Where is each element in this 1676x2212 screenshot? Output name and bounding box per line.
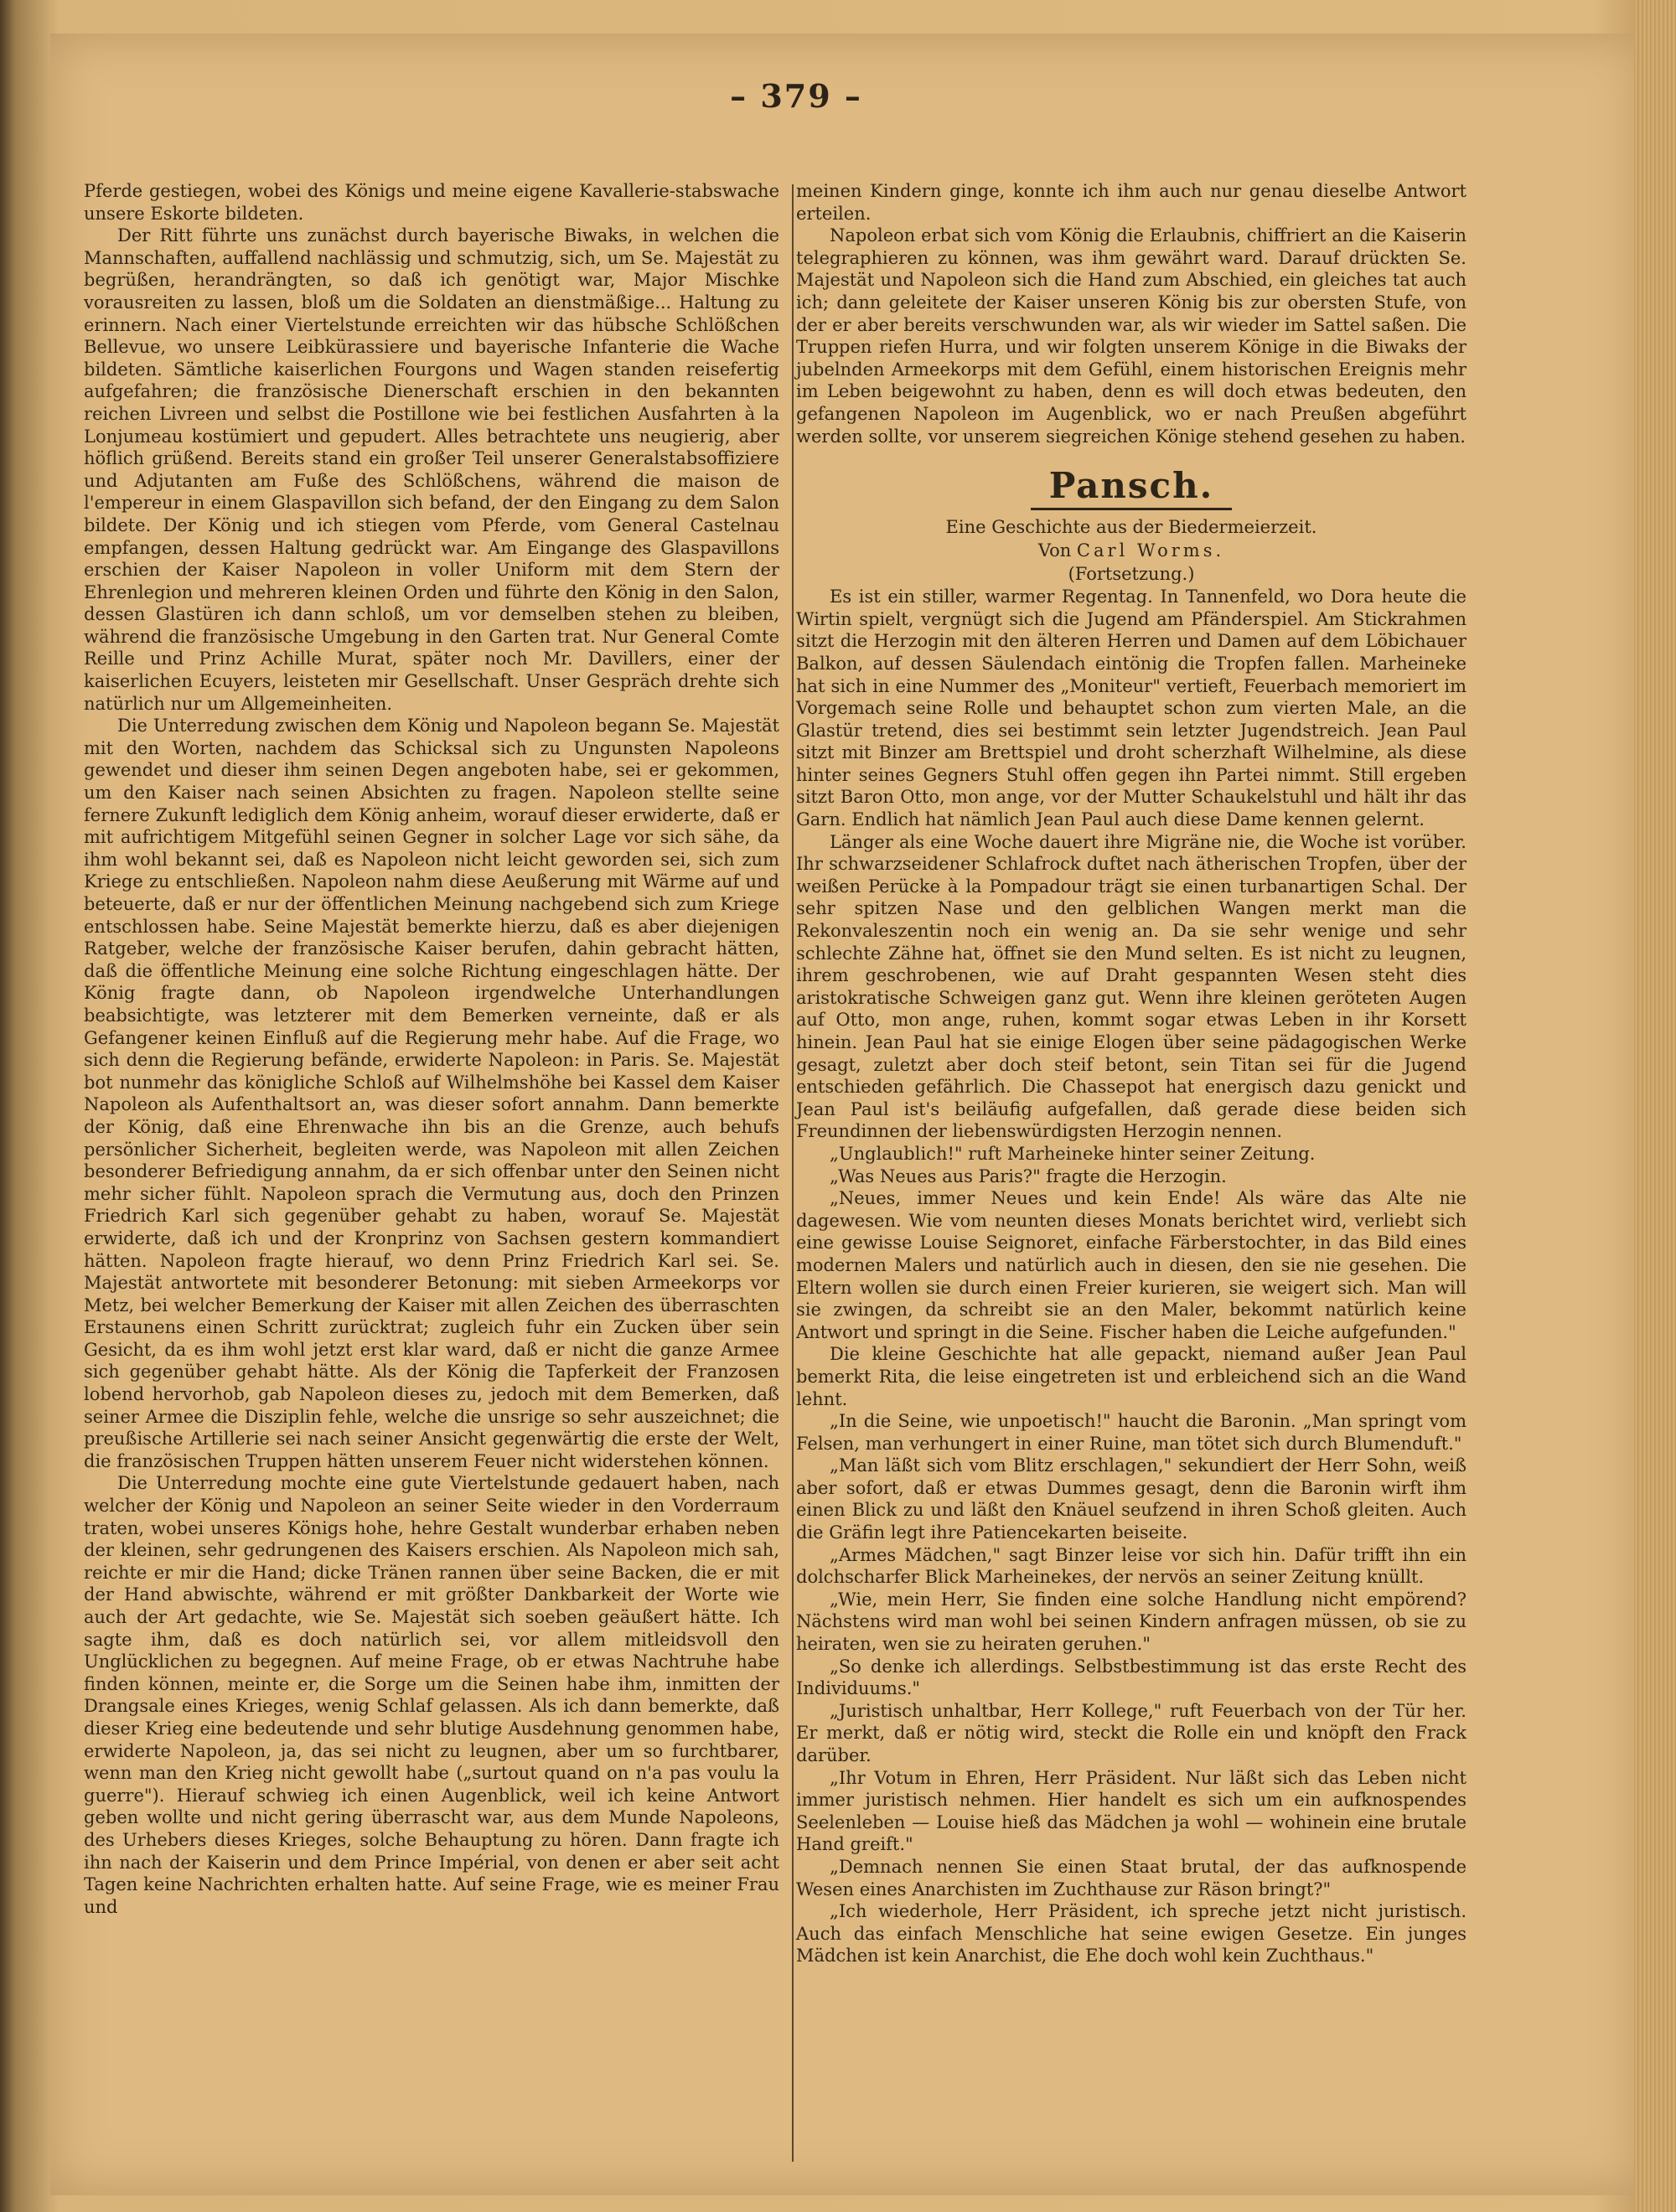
story-title: Pansch. <box>1048 465 1214 507</box>
story-paragraph: „So denke ich allerdings. Selbstbestimmung ist das erste Recht des Individuums." <box>796 1656 1466 1699</box>
column-divider <box>792 184 794 2162</box>
story-paragraph: „Armes Mädchen," sagt Binzer leise vor sich hin. Dafür trifft ihn ein dolchscharfer Blick Marheinekes, der nervös an seiner Zeitung knüllt. <box>796 1544 1466 1588</box>
story-paragraph: „Juristisch unhaltbar, Herr Kollege," ruft Feuerbach von der Tür her. Er merkt, daß er nötig wird, steckt die Rolle ein und knöpft den Frack darüber. <box>796 1700 1466 1765</box>
story-paragraph: „Neues, immer Neues und kein Ende! Als wäre das Alte nie dagewesen. Wie vom neunten dieses Monats berichtet wird, verliebt sich eine gewisse Louise Seignoret, einfache Färberstochter, in das Bild eines modernen Malers und natürlich auch in diesen, den sie nie gesehen. Die Eltern wollen sie durch einen Freier kurieren, sie weigert sich. Man will sie zwingen, da schreibt sie an den Maler, bekommt natürlich keine Antwort und springt in die Seine. Fischer haben die Leiche aufgefunden." <box>796 1188 1466 1342</box>
story-paragraph: „Demnach nennen Sie einen Staat brutal, der das aufknospende Wesen eines Anarchisten im Zuchthause zur Räson bringt?" <box>796 1856 1466 1899</box>
left-paragraph: Die Unterredung zwischen dem König und Napoleon begann Se. Majestät mit den Worten, nachdem das Schicksal sich zu Ungunsten Napoleons gewendet und dieser ihm seinen Degen angeboten habe, sei er gekommen, um den Kaiser nach seinen Absichten zu fragen. Napoleon stellte seine fernere Zukunft lediglich dem König anheim, worauf dieser erwiderte, daß er mit aufrichtigem Mitgefühl seinen Gegner in solcher Lage vor sich sähe, da ihm wohl bekannt sei, daß es Napoleon nicht leicht geworden sei, sich zum Kriege zu entschließen. Napoleon nahm diese Aeußerung mit Wärme auf und beteuerte, daß er nur der öffentlichen Meinung nachgebend sich zum Kriege entschlossen habe. Seine Majestät bemerkte hierzu, daß es aber diejenigen Ratgeber, welche der französische Kaiser berufen, dahin gebracht hätten, daß die öffentliche Meinung eine solche Richtung eingeschlagen hätte. Der König fragte dann, ob Napoleon irgendwelche Unterhandlungen beabsichtigte, was letzterer mit dem Bemerken verneinte, daß er als Gefangener keinen Einfluß auf die Regierung mehr habe. Auf die Frage, wo sich denn die Regierung befände, erwiderte Napoleon: in Paris. Se. Majestät bot nunmehr das königliche Schloß auf Wilhelmshöhe bei Kassel dem Kaiser Napoleon als Aufenthaltsort an, was dieser sofort annahm. Dann bemerkte der König, daß eine Ehrenwache ihn bis an die Grenze, auch behufs persönlicher Sicherheit, begleiten werde, was Napoleon mit allen Zeichen besonderer Befriedigung annahm, da er sich offenbar unter den Seinen nicht mehr sicher fühlt. Napoleon sprach die Vermutung aus, doch den Prinzen Friedrich Karl sich gegenüber gehabt zu haben, worauf Se. Majestät erwiderte, daß ich und der Kronprinz von Sachsen gestern kommandiert hätten. Napoleon fragte hierauf, wo denn Prinz Friedrich Karl sei. Se. Majestät antwortete mit besonderer Betonung: mit sieben Armeekorps vor Metz, bei welcher Bemerkung der Kaiser mit allen Zeichen des überraschten Erstaunens einen Schritt zurücktrat; zugleich fuhr ein Zucken über sein Gesicht, da es ihm wohl jetzt erst klar ward, daß er nicht die ganze Armee sich gegenüber gehabt hätte. Als der König die Tapferkeit der Franzosen lobend hervorhob, gab Napoleon dieses zu, jedoch mit dem Bemerken, daß seiner Armee die Disziplin fehle, welche die unsrige so sehr auszeichnet; die preußische Artillerie sei nach seiner Ansicht gegenwärtig die erste der Welt, die französischen Truppen hätten unserem Feuer nicht widerstehen können. <box>84 716 779 1471</box>
story-header <box>796 464 1466 586</box>
right-column <box>796 180 1466 1967</box>
story-subtitle: Eine Geschichte aus der Biedermeierzeit. <box>945 517 1317 538</box>
story-paragraph: „Ich wiederhole, Herr Präsident, ich spreche jetzt nicht juristisch. Auch das einfach Menschliche hat seine ewigen Gesetze. Ein junges Mädchen ist kein Anarchist, die Ehe doch wohl kein Zuchthaus." <box>796 1901 1466 1967</box>
left-paragraph: Pferde gestiegen, wobei des Königs und meine eigene Kavallerie-stabswache unsere Eskorte bildeten. <box>84 181 779 224</box>
story-paragraph: „Wie, mein Herr, Sie finden eine solche Handlung nicht empörend? Nächstens wird man wohl bei seinen Kindern anfragen müssen, ob sie zu heiraten, wen sie zu heiraten geruhen." <box>796 1589 1466 1655</box>
story-byline <box>796 539 1466 562</box>
right-paragraph: meinen Kindern ginge, konnte ich ihm auch nur genau dieselbe Antwort erteilen. <box>796 181 1466 224</box>
story-paragraph: „Unglaublich!" ruft Marheineke hinter seiner Zeitung. <box>830 1143 1316 1164</box>
story-paragraph: Es ist ein stiller, warmer Regentag. In Tannenfeld, wo Dora heute die Wirtin spielt, vergnügt sich die Jugend am Pfänderspiel. Am Stickrahmen sitzt die Herzogin mit den älteren Herren und Damen auf dem Löbichauer Balkon, auf dessen Säulendach eintönig die Tropfen fallen. Marheineke hat sich in eine Nummer des „Moniteur" vertieft, Feuerbach memoriert im Vorgemach seine Rolle und behauptet schon zum vierten Male, an die Glastür tretend, dies sei bestimmt sein letzter Jugendstreich. Jean Paul sitzt mit Binzer am Brettspiel und droht scherzhaft Wilhelmine, als diese hinter seines Gegners Stuhl offen gegen ihn Partei nimmt. Still ergeben sitzt Baron Otto, mon ange, vor der Mutter Schaukelstuhl und hält ihr das Garn. Endlich hat nämlich Jean Paul auch diese Dame kennen gelernt. <box>796 587 1466 830</box>
story-paragraph: „In die Seine, wie unpoetisch!" haucht die Baronin. „Man springt vom Felsen, man verhungert in einer Ruine, man tötet sich durch Blumenduft." <box>796 1411 1466 1454</box>
byline-prefix: Von <box>1037 540 1072 561</box>
left-column <box>84 180 779 1918</box>
right-paragraph: Napoleon erbat sich vom König die Erlaubnis, chiffriert an die Kaiserin telegraphieren zu können, was ihm gewährt ward. Darauf drückten Se. Majestät und Napoleon sich die Hand zum Abschied, ein gleiches tat auch ich; dann geleitete der Kaiser unseren König bis zur obersten Stufe, von der er aber bereits verschwunden war, als wir wieder im Sattel saßen. Die Truppen riefen Hurra, und wir folgten unserem Könige in die Biwaks der jubelnden Armeekorps mit dem Gefühl, einem historischen Ereignis mehr im Leben beigewohnt zu haben, denn es will doch etwas bedeuten, den gefangenen Napoleon im Augenblick, wo er nach Preußen abgeführt werden sollte, vor unserem siegreichen Könige stehend gesehen zu haben. <box>796 225 1466 447</box>
story-author: Carl Worms. <box>1076 540 1225 561</box>
page-edge-stack <box>1634 0 1676 2212</box>
left-paragraph: Die Unterredung mochte eine gute Viertelstunde gedauert haben, nach welcher der König und Napoleon an seiner Seite wieder in den Vorderraum traten, wobei unseres Königs hohe, hehre Gestalt wunderbar erhaben neben der kleinen, sehr gedrungenen des Kaisers erschien. Als Napoleon mich sah, reichte er mir die Hand; dicke Tränen rannen über seine Backen, die er mit der Hand abwischte, während er mit größter Dankbarkeit der Worte wie auch der Art gedachte, wie Se. Majestät sich soeben geäußert hätte. Ich sagte ihm, daß es doch natürlich sei, vor allem mitleidsvoll den Unglücklichen zu begegnen. Auf meine Frage, ob er etwas Nachtruhe habe finden können, meinte er, die Sorge um die Seinen habe ihm, inmitten der Drangsale eines Krieges, wenig Schlaf gelassen. Als ich dann bemerkte, daß dieser Krieg eine bedeutende und sehr blutige Ausdehnung genommen habe, erwiderte Napoleon, ja, das sei nicht zu leugnen, aber um so furchtbarer, wenn man den Krieg nicht gewollt habe („surtout quand on n'a pas voulu la guerre"). Hierauf schwieg ich einen Augenblick, weil ich keine Antwort geben wollte und nicht gering überrascht war, aus dem Munde Napoleons, des Urhebers dieses Krieges, solche Behauptung zu hören. Dann fragte ich ihn nach der Kaiserin und dem Prince Impérial, von denen er aber seit acht Tagen keine Nachrichten erhalten hatte. Auf seine Frage, wie es meiner Frau und <box>84 1473 779 1917</box>
story-paragraph: Die kleine Geschichte hat alle gepackt, niemand außer Jean Paul bemerkt Rita, die leise eingetreten ist und erbleichend sich an die Wand lehnt. <box>796 1344 1466 1409</box>
story-paragraph: „Ihr Votum in Ehren, Herr Präsident. Nur läßt sich das Leben nicht immer juristisch nehmen. Hier handelt es sich um ein aufknospendes Seelenleben — Louise hieß das Mädchen ja wohl — wohinein eine brutale Hand greift." <box>796 1767 1466 1855</box>
page-number: – 379 – <box>730 77 862 115</box>
story-continued-note: (Fortsetzung.) <box>1068 564 1195 585</box>
story-paragraph: „Man läßt sich vom Blitz erschlagen," sekundiert der Herr Sohn, weiß aber sofort, daß er etwas Dummes gesagt, denn die Baronin wirft ihm einen Blick zu und läßt den Knäuel seufzend in ihren Schoß gleiten. Auch die Gräfin legt ihre Patiencekarten beiseite. <box>796 1455 1466 1543</box>
title-underline <box>1031 508 1232 510</box>
story-paragraph: Länger als eine Woche dauert ihre Migräne nie, die Woche ist vorüber. Ihr schwarzseidener Schlafrock duftet nach ätherischen Tropfen, über der weißen Perücke à la Pompadour trägt sie einen turbanartigen Schal. Der sehr spitzen Nase und den gelblichen Wangen merkt man die Rekonvaleszentin noch ein wenig an. Da sie sehr wenige und sehr schlechte Zähne hat, öffnet sie den Mund selten. Es ist nicht zu leugnen, ihrem geschrobenen, wie auf Draht gespannten Wesen steht dies aristokratische Schweigen ganz gut. Wenn ihre kleinen geröteten Augen auf Otto, mon ange, ruhen, kommt sogar etwas Leben in ihr Korsett hinein. Jean Paul hat sie einige Elogen über seine pädagogischen Werke gesagt, zuletzt aber doch steif betont, sein Titan sei für die Jugend entschieden gefährlich. Die Chassepot hat energisch dazu genickt und Jean Paul ist's beiläufig aufgefallen, daß gerade diese beiden sich Freundinnen der liebenswürdigsten Herzogin nennen. <box>796 831 1466 1142</box>
story-paragraph: „Was Neues aus Paris?" fragte die Herzogin. <box>830 1165 1227 1186</box>
left-paragraph: Der Ritt führte uns zunächst durch bayerische Biwaks, in welchen die Mannschaften, auffallend nachlässig und schmutzig, sich, um Se. Majestät zu begrüßen, herandrängten, so daß ich genötigt war, Major Mischke vorausreiten zu lassen, bloß um die Soldaten an dienstmäßige... Haltung zu erinnern. Nach einer Viertelstunde erreichten wir das hübsche Schlößchen Bellevue, wo unsere Leibkürassiere und bayerische Infanterie die Wache bildeten. Sämtliche kaiserlichen Fourgons und Wagen standen reisefertig aufgefahren; die französische Dienerschaft erschien in den bekannten reichen Livreen und selbst die Postillone wie bei festlichen Ausfahrten à la Lonjumeau kostümiert und gepudert. Alles betrachtete uns neugierig, aber höflich grüßend. Bereits stand ein großer Teil unserer Generalstabsoffiziere und Adjutanten am Fuße des Schlößchens, während die maison de l'empereur in einem Glaspavillon sich befand, der den Eingang zu dem Salon bildete. Der König und ich stiegen vom Pferde, vom General Castelnau empfangen, dessen Haltung gedrückt war. Am Eingange des Glaspavillons erschien der Kaiser Napoleon in voller Uniform mit dem Stern der Ehrenlegion und mehreren kleinen Orden und führte den König in den Salon, dessen Glastüren ich dann schloß, um vor demselben stehen zu bleiben, während die französische Umgebung in den Garten trat. Nur General Comte Reille und Prinz Achille Murat, später noch Mr. Davillers, einer der kaiserlichen Ecuyers, leisteten mir Gesellschaft. Unser Gespräch drehte sich natürlich nur um Allgemeinheiten. <box>84 225 779 714</box>
